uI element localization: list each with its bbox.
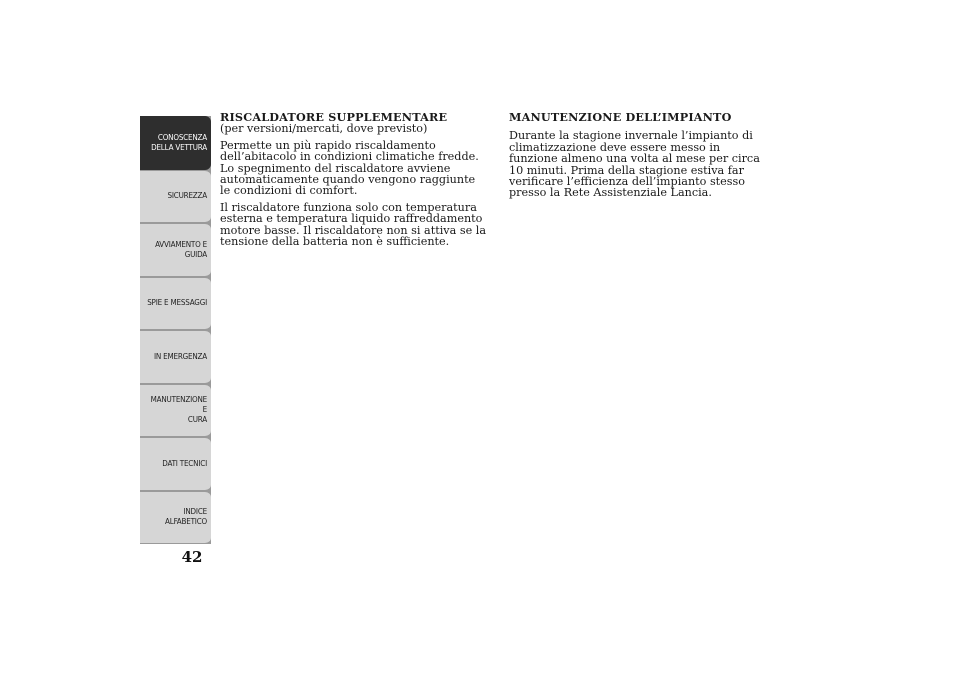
tab-manutenzione-e-cura[interactable]: MANUTENZIONE E CURA [140,384,211,438]
section-heading: RISCALDATORE SUPPLEMENTARE [220,110,448,124]
paragraph: Durante la stagione invernale l’impianto di climatizzazione deve essere messo in funzione almeno una volta al mese per circa 10 minuti. Prima della stagione estiva far verificare l’efficienza dell’impianto stesso presso la Rete Assistenziale Lancia. [509,129,760,200]
tab-sicurezza[interactable]: SICUREZZA [140,170,211,224]
tab-in-emergenza[interactable]: IN EMERGENZA [140,330,211,384]
section-heading: MANUTENZIONE DELL’IMPIANTO [509,110,732,124]
tab-spie-e-messaggi[interactable]: SPIE E MESSAGGI [140,277,211,331]
paragraph: Permette un più rapido riscaldamento dell’abitacolo in condizioni climatiche fredde. Lo spegnimento del riscaldatore avviene automaticamente quando vengono raggiunte le condizioni di comfort. [220,138,479,198]
paragraph: Il riscaldatore funziona solo con temperatura esterna e temperatura liquido raffreddamento motore basse. Il riscaldatore non si attiva se la tensione della batteria non è sufficiente. [220,200,486,249]
tab-dati-tecnici[interactable]: DATI TECNICI [140,437,211,491]
tab-avviamento-e-guida[interactable]: AVVIAMENTO E GUIDA [140,223,211,277]
section-riscaldatore-supplementare [220,112,488,252]
section-manutenzione-impianto [509,112,769,204]
tab-conoscenza-della-vettura[interactable]: CONOSCENZA DELLA VETTURA [140,116,211,170]
section-subheading: (per versioni/mercati, dove previsto) [220,122,428,136]
tab-indice-alfabetico[interactable]: INDICE ALFABETICO [140,491,211,545]
page-number: 42 [181,548,203,566]
chapter-tabs [140,116,211,544]
